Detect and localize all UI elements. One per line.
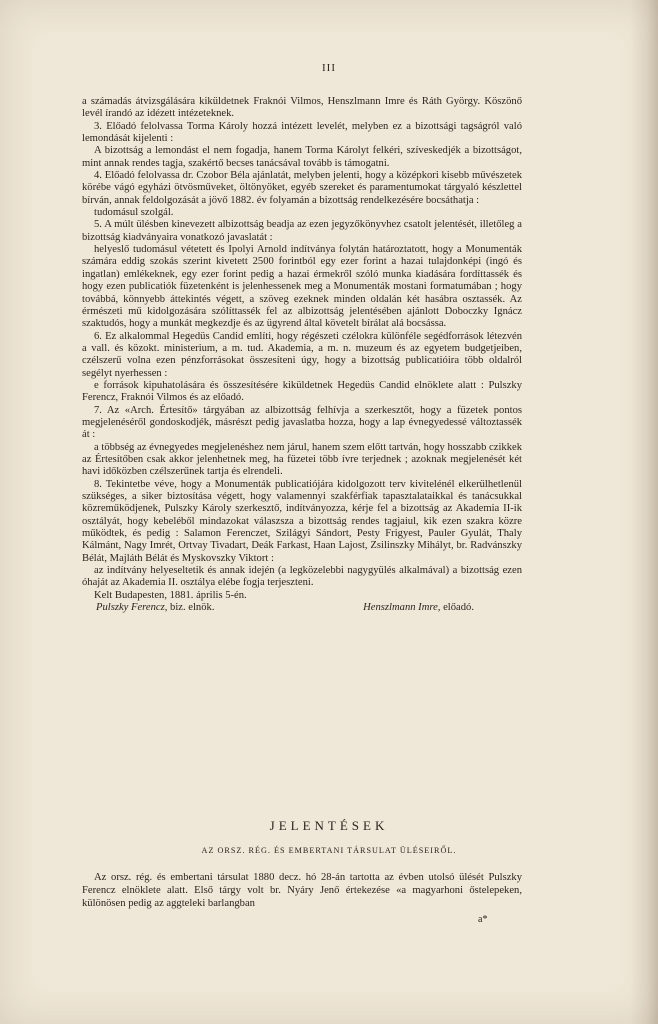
paragraph: 4. Előadó felolvassa dr. Czobor Béla ajánlatát, melyben jelenti, hogy a középkori kisebb művészetek körébe vágó egyházi ötvösműveket, öltönyöket, egyéb szereket és paramentumokat tárgyaló készlettel bírván, annak feldolgozását a jövő 1882. év folyamán a bizottság rendelkezésére bocsáthatja : [82, 170, 522, 206]
paragraph: Kelt Budapesten, 1881. április 5-én. [94, 589, 247, 601]
paragraph: A bizottság a lemondást el nem fogadja, hanem Torma Károlyt felkéri, szíveskedjék a bizottságot, mint annak rendes tagja, szakértő becses tanácsával tovább is támogatni. [82, 145, 522, 169]
paragraph: tudomásul szolgál. [94, 207, 174, 219]
page-number: III [322, 62, 336, 74]
paragraph: Az orsz. rég. és embertani társulat 1880 decz. hó 28-án tartotta az évben utolsó ülését Pulszky Ferencz elnöklete alatt. Első tárgy volt br. Nyáry Jenő értekezése «a magyarhoni őstelepeken, különösen pedig az aggteleki barlangban [82, 872, 522, 909]
paragraph: 7. Az «Arch. Értesítő» tárgyában az albizottság felhívja a szerkesztőt, hogy a füzetek pontos megjelenéséről gondoskodjék, másrészt pedig javaslatba hozza, hogy a lap évnegyedessé változtassék át : [82, 404, 522, 441]
signature-left-role: biz. elnök. [167, 602, 215, 614]
minutes-text [82, 96, 522, 614]
paragraph: e források kipuhatolására és összesítésére kiküldetnek Hegedüs Candid elnöklete alatt : Pulszky Ferencz, Fraknói Vilmos és az előadó. [82, 379, 522, 404]
paragraph: 5. A múlt ülésben kinevezett albizottság beadja az ezen jegyzőkönyvhez csatolt jelentését, illetőleg a bizottság kiadványaira vonatkozó javaslatát : [82, 219, 522, 243]
section-title: JELENTÉSEK [269, 818, 389, 833]
signature-left-name: Pulszky Ferencz, [96, 602, 168, 614]
paragraph: helyeslő tudomásul vétetett és Ipolyi Arnold indítványa folytán határoztatott, hogy a Monumenták számára eddig szokás szerint kivetett 2500 forintból egy ezer forint a hazai tulajdonképi (ingó és ingatlan) emlékeknek, egy ezer forint pedig a hazai érmekről szóló munka kiadására fordíttassék és hogy ezen publicatiók füzetenként is jelenhessenek meg a Monumenták mostani formatumában ; hogy továbbá, könnyebb áttekintés végett, a szöveg ezeknek minden oldalán két hasábra osztassék. Az érmészeti mű kidolgozására szólíttassék fel az albizottság jelentésében ajánlott Doboczky Ignácz szaktudós, hogy a munkát megkezdje és az ügyrend által követelt bírálat alá bocsássa. [82, 244, 522, 330]
signature-right-role: előadó. [440, 602, 474, 614]
signature-left [96, 602, 214, 614]
paragraph: a számadás átvizsgálására kiküldetnek Fraknói Vilmos, Henszlmann Imre és Ráth György. Köszönő levél írandó az idézett intézeteknek. [82, 96, 522, 120]
report-text [82, 872, 522, 910]
signature-right [363, 602, 474, 614]
paragraph: 8. Tekintetbe véve, hogy a Monumenták publicatiójára kidolgozott terv kivitelénél elkerülhetlenül szükséges, a siker biztosítása végett, hogy valamennyi szakférfiak tapasztalataikkal és tanácsukkal közreműködjenek, Pulszky Károly szerkesztő, indítványozza, kérje fel a bizottság az Akademia II-ik osztályát, hogy kebeléből mindazokat válaszsza a bizottság rendes tagjaiul, kik ezen szakra közre működtek, és pedig : Salamon Ferenczet, Szilágyi Sándort, Pesty Frigyest, Pauler Gyulát, Thaly Kálmánt, Nagy Imrét, Ortvay Tivadart, Deák Farkast, Haan Lajost, Zsilinszky Mihályt, br. Radvánszky Bélát, Majláth Bélát és Myskovszky Viktort : [82, 478, 522, 564]
book-spine-shadow [630, 0, 658, 1024]
section-subtitle: AZ ORSZ. RÉG. ÉS EMBERTANI TÁRSULAT ÜLÉSEIRŐL. [201, 846, 457, 855]
paragraph: a többség az évnegyedes megjelenéshez nem járul, hanem szem előtt tartván, hogy hosszabb czikkek az Értesítőben csak akkor jelenhetnek meg, ha füzetei több ívre terjednek ; azoknak megjelenését két havi időközben czélszerűnek tartja és elrendeli. [82, 441, 522, 478]
signature-right-name: Henszlmann Imre, [363, 602, 441, 614]
signature-mark: a* [478, 914, 488, 925]
paragraph: 6. Ez alkalommal Hegedüs Candid említi, hogy régészeti czélokra különféle segédforrások létezvén a vall. és közokt. ministerium, a m. tud. Akademia, a m. n. muzeum és az egyetem budgetjeiben, czélszerű volna ezen pénzforrásokat összesíteni úgy, hogy a bizottság publicatióira több oldalról segélyt nyerhessen : [82, 330, 522, 379]
signatures [96, 602, 522, 614]
paragraph: 3. Előadó felolvassa Torma Károly hozzá intézett levelét, melyben ez a bizottsági tagságról való lemondását kijelenti : [82, 120, 522, 145]
paragraph: az indítvány helyeseltetik és annak idején (a legközelebbi nagygyülés alkalmával) a bizottság ezen óhaját az Akademia II. osztálya elébe fogja terjeszteni. [82, 565, 522, 589]
